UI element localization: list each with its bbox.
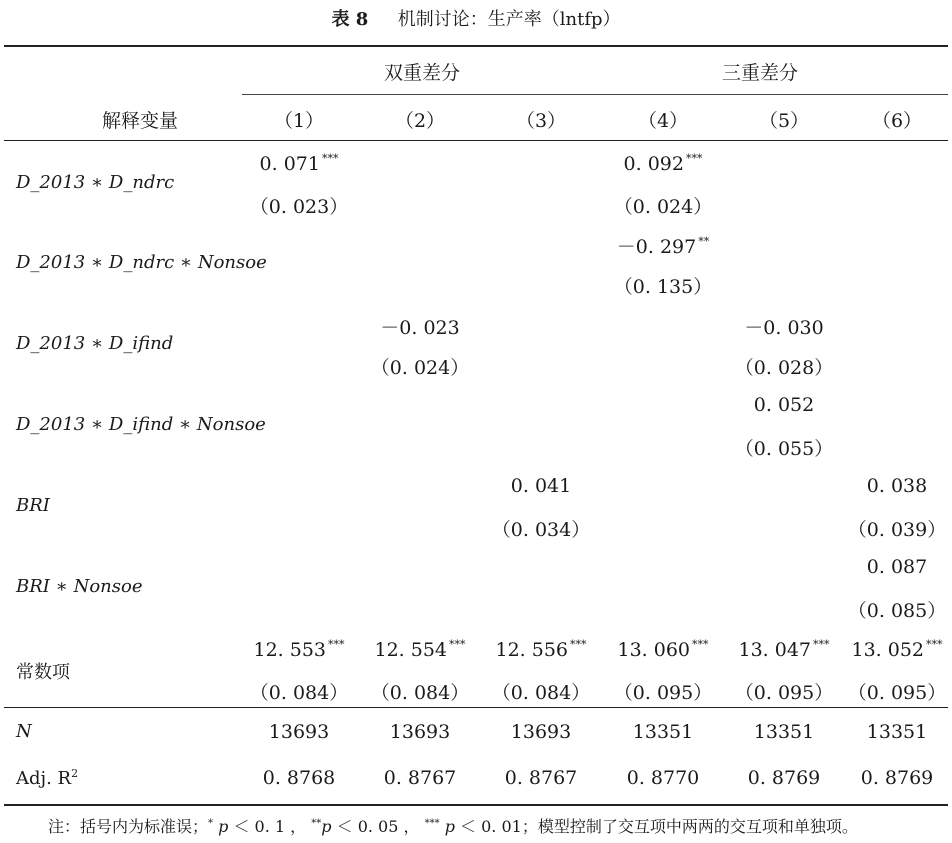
note-p-3: p <box>444 817 455 836</box>
stat-cell: 0. 8768 <box>262 767 336 789</box>
coef-cell <box>837 475 952 497</box>
stats-rule <box>4 707 948 708</box>
std-error-cell: （0. 085） <box>847 600 947 622</box>
std-error-cell: （0. 095） <box>734 682 834 704</box>
note-star-2: ** <box>311 818 322 829</box>
stat-cell: 13693 <box>510 721 572 743</box>
column-header: （3） <box>515 110 567 132</box>
group-underline-did <box>242 94 604 95</box>
stat-cell: 13351 <box>866 721 928 743</box>
header-rule <box>4 140 948 141</box>
header-var-label: 解释变量 <box>101 110 178 132</box>
stat-label <box>16 767 78 789</box>
stat-label-text: N <box>16 721 32 742</box>
column-header: （6） <box>871 110 923 132</box>
significance-stars: *** <box>328 638 345 651</box>
coef-value: 12. 556 <box>495 639 569 661</box>
stat-cell: 0. 8769 <box>860 767 934 789</box>
coef-cell <box>837 638 952 661</box>
coef-value: 13. 060 <box>617 639 691 661</box>
coef-cell <box>360 638 480 661</box>
significance-stars: *** <box>570 638 587 651</box>
coef-cell <box>360 313 480 340</box>
note-p-1: p <box>218 817 229 836</box>
std-error-cell: （0. 034） <box>491 519 591 541</box>
coef-value: －0. 297 <box>616 236 697 258</box>
stat-cell: 13693 <box>268 721 330 743</box>
table-note <box>48 814 858 837</box>
coef-value: 0. 071 <box>259 153 320 175</box>
coef-value: －0. 030 <box>744 317 824 339</box>
coef-cell <box>724 638 844 661</box>
coef-cell <box>603 638 723 661</box>
std-error-cell: （0. 039） <box>847 519 947 541</box>
std-error-cell: （0. 055） <box>734 438 834 460</box>
row-label: BRI ∗ Nonsoe <box>16 576 143 597</box>
column-header: （2） <box>394 110 446 132</box>
note-p-2: p <box>321 817 332 836</box>
table-title-text: 机制讨论：生产率（lntfp） <box>397 9 621 30</box>
coef-cell <box>481 475 601 497</box>
coef-value: 0. 041 <box>510 475 572 497</box>
coef-value: 13. 047 <box>738 639 812 661</box>
significance-stars: *** <box>926 638 943 651</box>
top-rule <box>4 45 948 47</box>
significance-stars: *** <box>685 152 703 165</box>
stat-label <box>16 721 32 742</box>
std-error-cell: （0. 095） <box>613 682 713 704</box>
column-header: （4） <box>637 110 689 132</box>
note-threshold-2: ＜ 0. 05 ， <box>336 817 420 836</box>
coef-cell <box>603 232 723 259</box>
coef-value: 13. 052 <box>851 639 925 661</box>
note-star-1: * <box>208 818 214 829</box>
coef-value: 0. 052 <box>753 394 815 416</box>
coef-cell <box>239 152 359 175</box>
std-error-cell: （0. 028） <box>734 357 834 379</box>
table-title <box>0 5 952 31</box>
stat-cell: 0. 8770 <box>626 767 700 789</box>
std-error-cell: （0. 084） <box>370 682 470 704</box>
coef-value: 12. 554 <box>374 639 448 661</box>
std-error-cell: （0. 135） <box>613 276 713 298</box>
bottom-rule <box>4 804 948 806</box>
coef-value: －0. 023 <box>380 317 460 339</box>
coef-cell <box>724 394 844 416</box>
row-label: BRI <box>16 495 50 516</box>
row-label: D_2013 ∗ D_ndrc <box>16 172 175 193</box>
significance-stars: *** <box>449 638 466 651</box>
coef-cell <box>239 638 359 661</box>
note-threshold-3: ＜ 0. 01；模型控制了交互项中两两的交互项和单独项。 <box>460 817 858 836</box>
stat-cell: 0. 8767 <box>504 767 578 789</box>
note-threshold-1: ＜ 0. 1 ， <box>233 817 307 836</box>
row-label: D_2013 ∗ D_ndrc ∗ Nonsoe <box>16 252 267 273</box>
significance-stars: ** <box>698 235 710 248</box>
coef-value: 0. 038 <box>866 475 928 497</box>
table-number: 表 8 <box>331 9 369 30</box>
row-label: 常数项 <box>16 662 70 683</box>
column-header: （5） <box>758 110 810 132</box>
std-error-cell: （0. 023） <box>249 196 349 218</box>
stat-cell: 13693 <box>389 721 451 743</box>
stat-cell: 0. 8769 <box>747 767 821 789</box>
stat-cell: 0. 8767 <box>383 767 457 789</box>
coef-cell <box>724 313 844 340</box>
coef-value: 0. 087 <box>866 556 928 578</box>
coef-cell <box>481 638 601 661</box>
coef-cell <box>603 152 723 175</box>
stat-label-superscript: 2 <box>71 767 79 780</box>
group-underline-ddd <box>604 94 948 95</box>
row-label: D_2013 ∗ D_ifind <box>16 333 174 354</box>
stat-cell: 13351 <box>753 721 815 743</box>
std-error-cell: （0. 024） <box>613 196 713 218</box>
std-error-cell: （0. 084） <box>249 682 349 704</box>
row-label: D_2013 ∗ D_ifind ∗ Nonsoe <box>16 414 266 435</box>
coef-value: 12. 553 <box>253 639 327 661</box>
significance-stars: *** <box>813 638 830 651</box>
significance-stars: *** <box>321 152 339 165</box>
column-header: （1） <box>273 110 325 132</box>
note-prefix: 注：括号内为标准误； <box>48 817 209 836</box>
group-header-ddd: 三重差分 <box>721 62 798 84</box>
coef-cell <box>837 556 952 578</box>
std-error-cell: （0. 095） <box>847 682 947 704</box>
stat-label-text: Adj. R <box>16 768 72 789</box>
note-star-3: *** <box>424 818 440 829</box>
significance-stars: *** <box>692 638 709 651</box>
std-error-cell: （0. 084） <box>491 682 591 704</box>
std-error-cell: （0. 024） <box>370 357 470 379</box>
group-header-did: 双重差分 <box>383 62 460 84</box>
coef-value: 0. 092 <box>623 153 684 175</box>
stat-cell: 13351 <box>632 721 694 743</box>
